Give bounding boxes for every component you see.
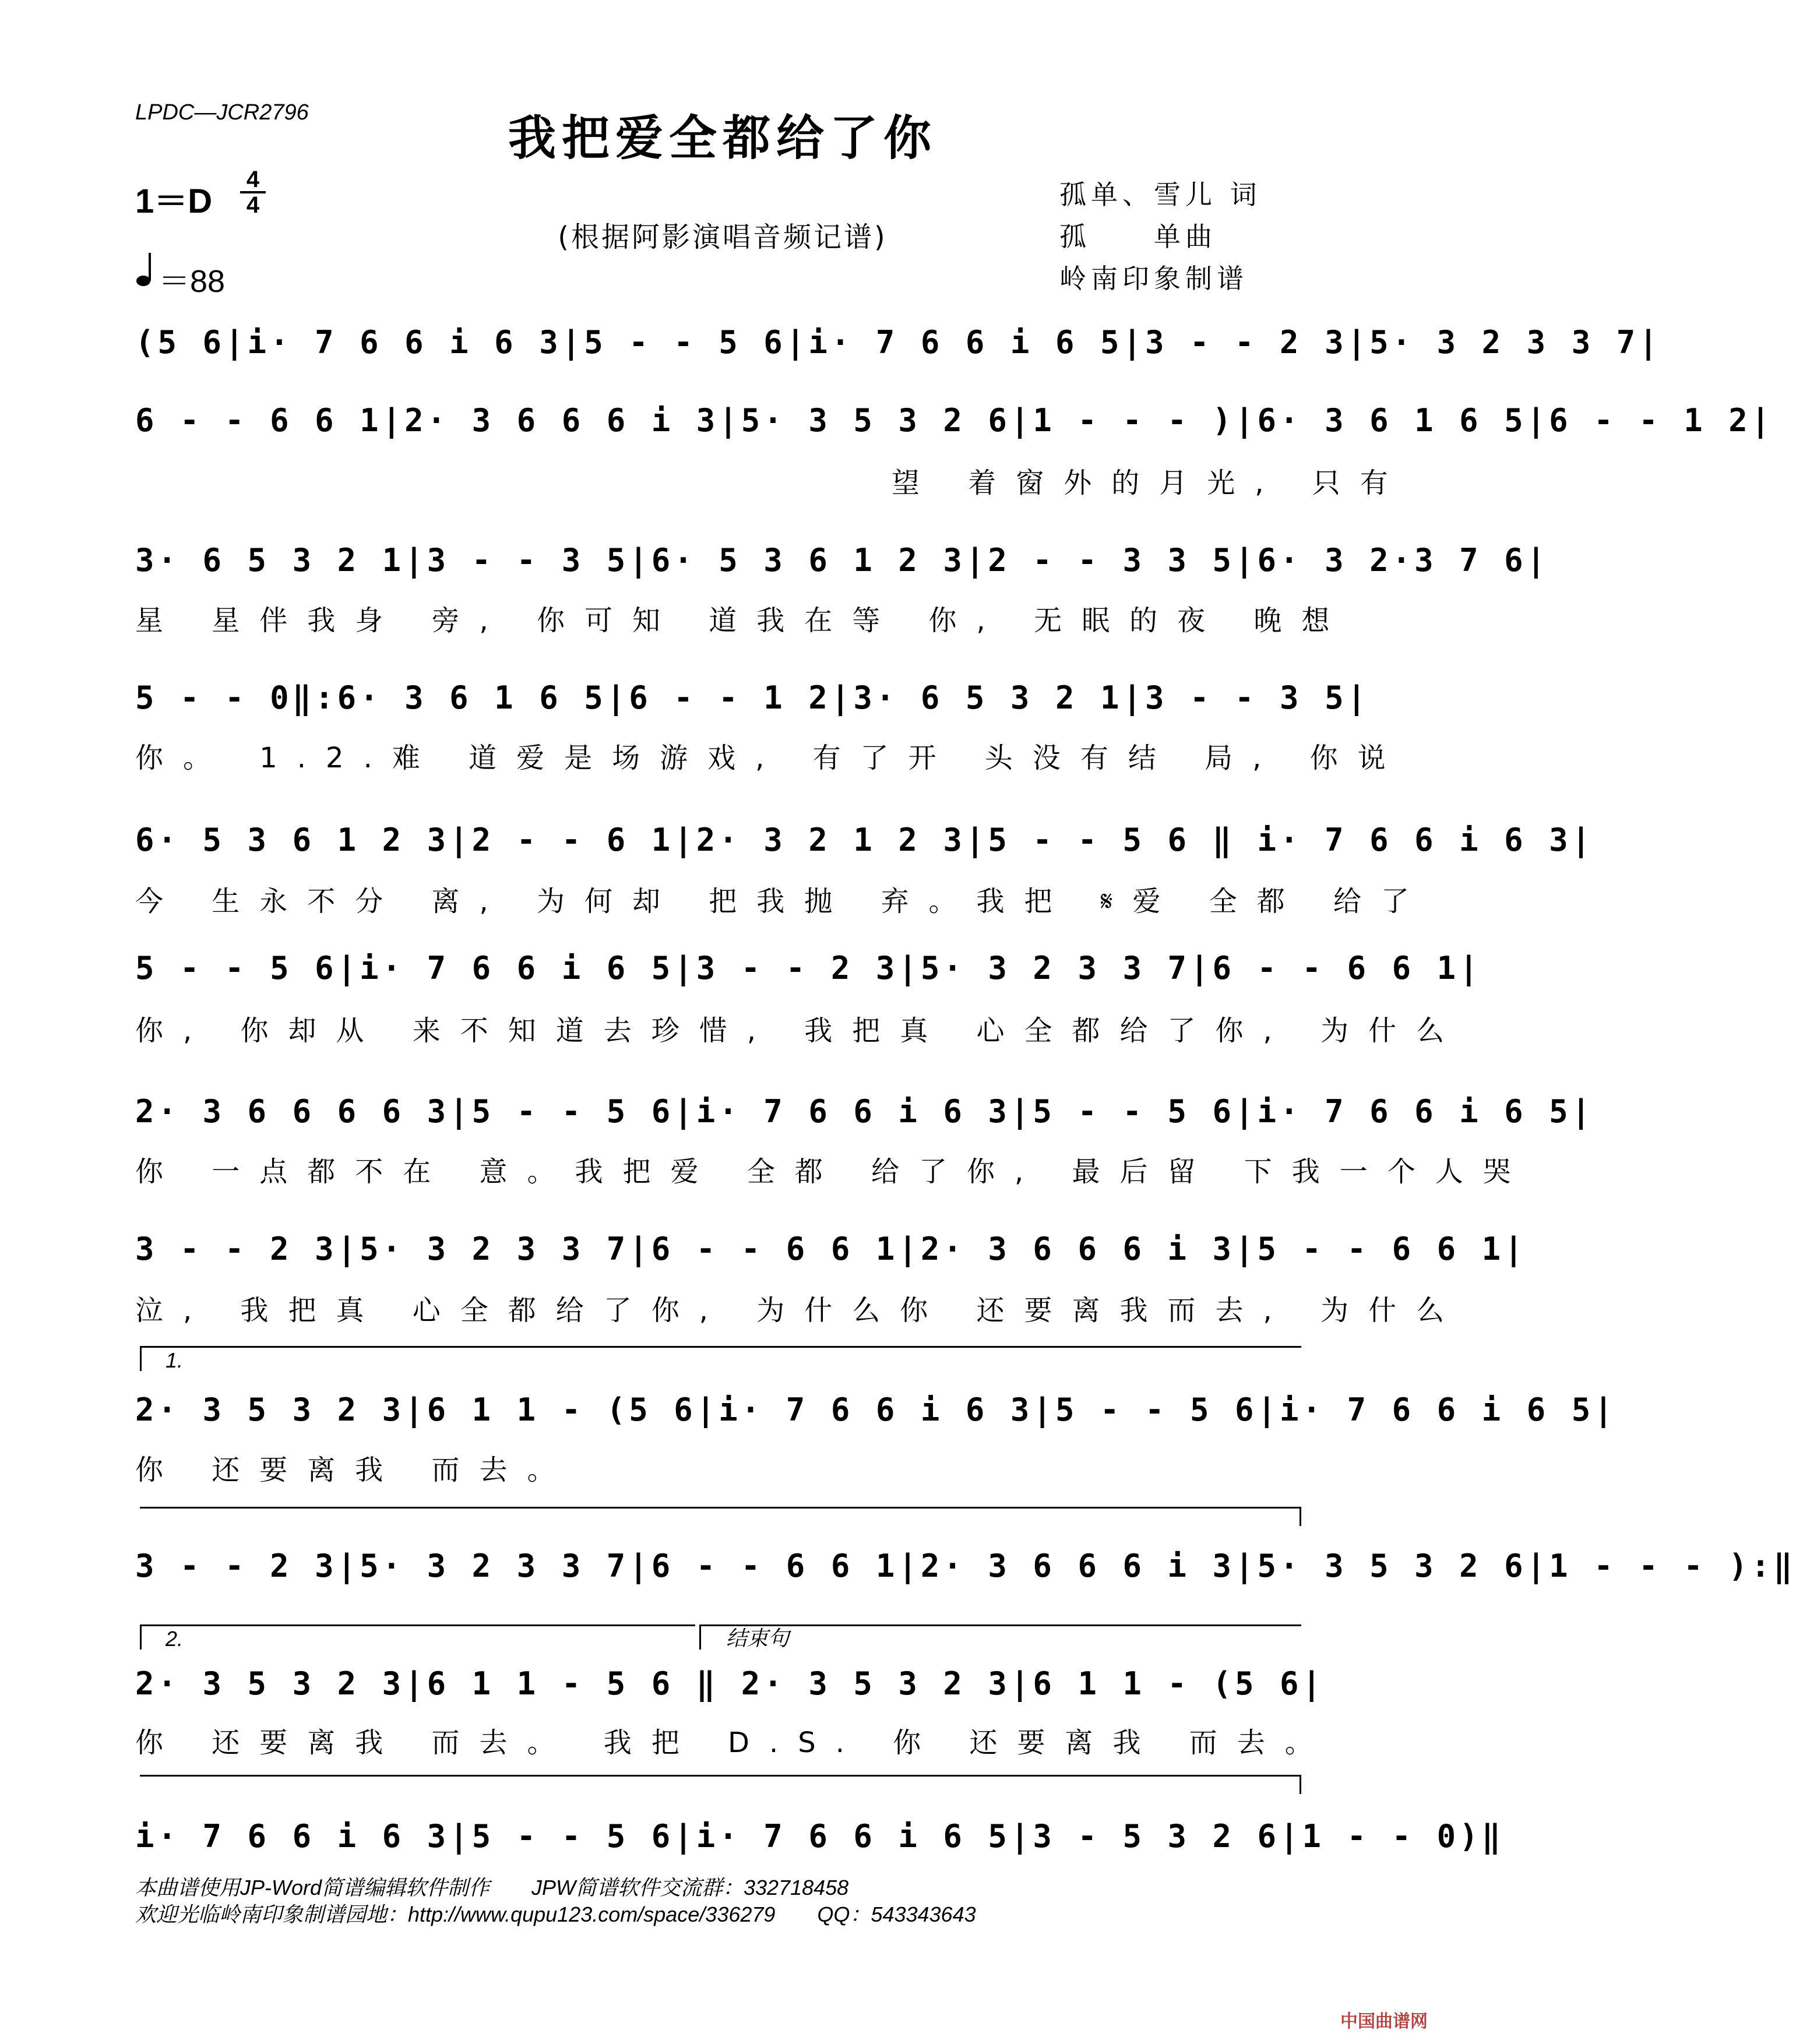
lyric-line-7: 你 一点都不在 意。我把爱 全都 给了你, 最后留 下我一个人哭 (135, 1155, 1531, 1188)
watermark-logo: 中国曲谱网 (1340, 2011, 1428, 2032)
lyric-line-2: 望 着窗外的月光, 只有 (892, 467, 1408, 499)
key-signature: 1＝D (135, 182, 213, 220)
volta-second-label: 2. (165, 1627, 184, 1651)
lyric-line-9: 你 还要离我 而去。 (135, 1454, 575, 1486)
page-title: 我把爱全都给了你 (508, 110, 937, 166)
lyric-line-3: 星 星伴我身 旁, 你可知 道我在等 你, 无眠的夜 晚想 (135, 604, 1350, 637)
quarter-note-icon (135, 251, 156, 288)
staff-line-11: 2· 3 5 3 2 3|6 1 1 - 5 6 ‖ 2· 3 5 3 2 3|6 1 1 - (5 6| (135, 1665, 1325, 1702)
staff-line-8: 3 - - 2 3|5· 3 2 3 3 7|6 - - 6 6 1|2· 3 6 6 6 i 3|5 - - 6 6 1| (135, 1231, 1527, 1267)
staff-line-9: 2· 3 5 3 2 3|6 1 1 - (5 6|i· 7 6 6 i 6 3|5 - - 5 6|i· 7 6 6 i 6 5| (135, 1391, 1617, 1428)
staff-line-6: 5 - - 5 6|i· 7 6 6 i 6 5|3 - - 2 3|5· 3 2 3 3 7|6 - - 6 6 1| (135, 950, 1482, 986)
lyric-line-4: 你。 1.2.难 道爱是场游戏, 有了开 头没有结 局, 你说 (135, 742, 1406, 774)
staff-line-2: 6 - - 6 6 1|2· 3 6 6 6 i 3|5· 3 5 3 2 6|1 - - - )|6· 3 6 1 6 5|6 - - 1 2| (135, 402, 1774, 439)
time-signature (240, 168, 266, 217)
time-signature-top: 4 (240, 168, 266, 193)
time-signature-bottom: 4 (246, 192, 260, 218)
ending-phrase-label: 结束句 (726, 1626, 790, 1650)
credit-arranger: 岭南印象制谱 (1059, 263, 1248, 294)
credit-lyricist: 孤单、雪儿 词 (1059, 179, 1262, 210)
tempo-marking: ＝88 (159, 264, 226, 299)
ending-bracket-end (140, 1775, 1301, 1794)
subtitle: (根据阿影演唱音频记谱) (558, 221, 888, 253)
credit-composer: 孤 单曲 (1059, 221, 1217, 252)
volta-first-bracket-end (140, 1507, 1301, 1526)
lyric-line-11: 你 还要离我 而去。 我把 D.S. 你 还要离我 而去。 (135, 1726, 1333, 1759)
staff-line-4: 5 - - 0‖:6· 3 6 1 6 5|6 - - 1 2|3· 6 5 3 2 1|3 - - 3 5| (135, 679, 1370, 716)
ending-phrase-bracket (699, 1624, 1301, 1650)
lyric-line-6: 你, 你却从 来不知道去珍惜, 我把真 心全都给了你, 为什么 (135, 1014, 1464, 1047)
staff-line-5: 6· 5 3 6 1 2 3|2 - - 6 1|2· 3 2 1 2 3|5 - - 5 6 ‖ i· 7 6 6 i 6 3| (135, 822, 1594, 858)
staff-line-10: 3 - - 2 3|5· 3 2 3 3 7|6 - - 6 6 1|2· 3 6 6 6 i 3|5· 3 5 3 2 6|1 - - - ):‖ (135, 1548, 1796, 1584)
footer-line-2: 欢迎光临岭南印象制谱园地：http://www.qupu123.com/space/336279 QQ：543343643 (135, 1902, 976, 1926)
volta-second-bracket (140, 1624, 695, 1650)
staff-line-7: 2· 3 6 6 6 6 3|5 - - 5 6|i· 7 6 6 i 6 3|5 - - 5 6|i· 7 6 6 i 6 5| (135, 1093, 1594, 1130)
lyric-line-5: 今 生永不分 离, 为何却 把我抛 弃。我把 𝄋爱 全都 给了 (135, 885, 1429, 918)
score-code: LPDC—JCR2796 (135, 100, 309, 125)
volta-first-bracket (140, 1346, 1301, 1371)
lyric-line-8: 泣, 我把真 心全都给了你, 为什么你 还要离我而去, 为什么 (135, 1294, 1464, 1327)
staff-line-3: 3· 6 5 3 2 1|3 - - 3 5|6· 5 3 6 1 2 3|2 - - 3 3 5|6· 3 2·3 7 6| (135, 542, 1550, 579)
staff-line-12: i· 7 6 6 i 6 3|5 - - 5 6|i· 7 6 6 i 6 5|3 - 5 3 2 6|1 - - 0)‖ (135, 1818, 1505, 1855)
staff-line-1: (5 6|i· 7 6 6 i 6 3|5 - - 5 6|i· 7 6 6 i 6 5|3 - - 2 3|5· 3 2 3 3 7| (135, 324, 1661, 361)
volta-first-label: 1. (165, 1348, 184, 1372)
footer-line-1: 本曲谱使用JP-Word简谱编辑软件制作 JPW简谱软件交流群：332718458 (135, 1876, 849, 1899)
